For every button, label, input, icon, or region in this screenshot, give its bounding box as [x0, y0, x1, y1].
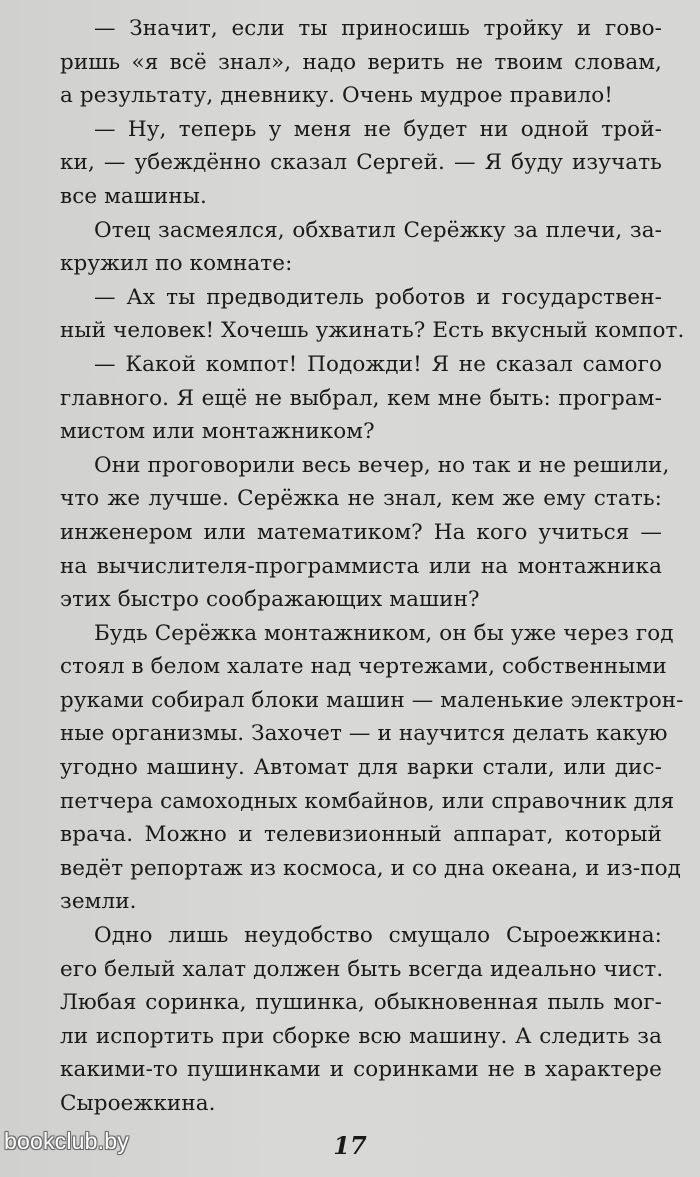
text-line: ведёт репортаж из космоса, и со дна океана, и из-под: [60, 855, 682, 881]
text-line: а результату, дневнику. Очень мудрое правило!: [60, 83, 614, 109]
text-line: его белый халат должен быть всегда идеально чист.: [60, 956, 664, 982]
text-line: Они проговорили весь вечер, но так и не решили,: [94, 452, 670, 478]
text-line: — Значит, если ты приносишь тройку и гово-: [94, 16, 662, 41]
page-number: 17: [333, 1131, 367, 1160]
text-line: инженером или математиком? На кого учиться —: [60, 519, 662, 545]
text-line: Сыроежкина.: [60, 1091, 216, 1116]
text-line: на вычислителя-программиста или на монтажника: [60, 553, 662, 579]
text-line: петчера самоходных комбайнов, или справочник для: [60, 788, 675, 814]
text-line: стоял в белом халате над чертежами, собственными: [60, 654, 667, 680]
text-line: Будь Серёжка монтажником, он бы уже через год: [94, 620, 674, 646]
text-line: земли.: [60, 889, 137, 915]
text-line: ные организмы. Захочет — и научится делать какую: [60, 721, 668, 747]
text-line: все машины.: [60, 183, 207, 209]
text-line: мистом или монтажником?: [60, 419, 375, 445]
body-text: [60, 12, 685, 1121]
text-line: ки, — убеждённо сказал Сергей. — Я буду изучать: [60, 150, 662, 176]
text-line: ный человек! Хочешь ужинать? Есть вкусный компот.: [60, 318, 685, 344]
text-line: Одно лишь неудобство смущало Сыроежкина:: [94, 923, 662, 949]
text-line: Любая соринка, пушинка, обыкновенная пыль мог-: [60, 990, 662, 1016]
text-line: кружил по комнате:: [60, 251, 293, 277]
text-line: Отец засмеялся, обхватил Серёжку за плечи, за-: [94, 217, 662, 243]
text-line: этих быстро соображающих машин?: [60, 587, 480, 613]
text-line: — Ах ты предводитель роботов и государствен-: [94, 284, 662, 310]
text-line: ришь «я всё знал», надо верить не твоим словам,: [60, 49, 662, 75]
text-line: врача. Можно и телевизионный аппарат, который: [60, 822, 662, 848]
text-line: что же лучше. Серёжка не знал, кем же ему стать:: [60, 486, 662, 512]
text-line: — Какой компот! Подожди! Я не сказал самого: [94, 351, 662, 377]
text-line: главного. Я ещё не выбрал, кем мне быть: програм-: [60, 385, 662, 411]
text-line: угодно машину. Автомат для варки стали, или дис-: [60, 755, 662, 781]
text-line: какими-то пушинками и соринками не в характере: [60, 1057, 662, 1083]
text-line: — Ну, теперь у меня не будет ни одной трой-: [94, 116, 662, 142]
watermark-logo: bookclub.by: [4, 1128, 129, 1154]
text-line: руками собирал блоки машин — маленькие электрон-: [60, 687, 684, 713]
text-line: ли испортить при сборке всю машину. А следить за: [60, 1023, 662, 1049]
